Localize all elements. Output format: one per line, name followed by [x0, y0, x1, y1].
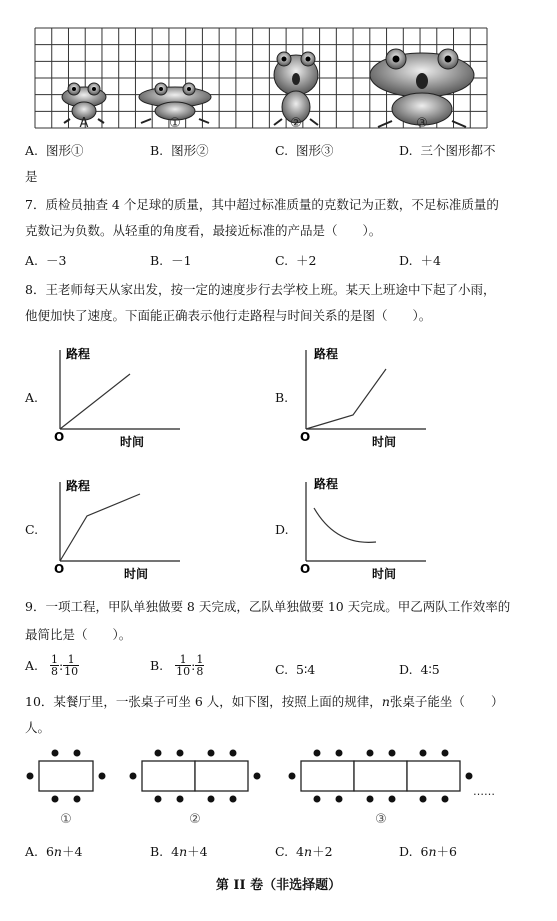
graph-b: [298, 342, 428, 452]
tables-ellipsis: ……: [473, 785, 495, 798]
table-group-3: [289, 750, 473, 803]
q9-option-d: D. 4∶5: [399, 662, 440, 677]
q9-line2: 最简比是（ ）。: [25, 627, 132, 642]
section-title: 第 II 卷（非选择题）: [215, 878, 342, 893]
graph-c: [52, 474, 182, 584]
q6-option-b: B. 图形②: [150, 143, 209, 158]
frog-label-1: ①: [169, 116, 181, 130]
q10-line1: 10．某餐厅里，一张桌子可坐 6 人，如下图，按照上面的规律，n张桌子能坐（: [25, 694, 465, 709]
graph-a: [52, 342, 182, 452]
frog-label-3: ③: [416, 116, 428, 130]
q8-line1: 8．王老师每天从家出发，按一定的速度步行去学校上班。某天上班途中下起了小雨，: [25, 282, 496, 297]
q8-line2: 他便加快了速度。下面能正确表示他行走路程与时间关系的是图（ ）。: [25, 308, 432, 323]
graph-b-ylabel: 路程: [314, 347, 339, 361]
graph-a-xlabel: 时间: [120, 435, 145, 449]
q10-line2: 人。: [25, 720, 51, 735]
q7-line1: 7．质检员抽查 4 个足球的质量，其中超过标准质量的克数记为正数，不足标准质量的: [25, 197, 499, 212]
graph-d-xlabel: 时间: [372, 567, 397, 581]
q7-option-b: B. －1: [150, 253, 192, 268]
graph-d-letter: D.: [275, 522, 289, 537]
frog-label-a: A: [79, 116, 89, 130]
q10-line1-close: ）: [491, 694, 504, 709]
graph-a-ylabel: 路程: [66, 347, 91, 361]
q7-line2: 克数记为负数。从轻重的角度看，最接近标准的产品是（ ）。: [25, 223, 382, 238]
graph-a-letter: A.: [25, 390, 39, 405]
graph-c-xlabel: 时间: [124, 567, 149, 581]
graph-c-ylabel: 路程: [66, 479, 91, 493]
frog-grid-figure: [34, 27, 490, 130]
graph-d: [298, 474, 428, 584]
tables-label-1: ①: [60, 812, 72, 827]
graph-b-letter: B.: [275, 390, 289, 405]
graph-b-origin: O: [300, 430, 311, 444]
frog-2: [274, 52, 318, 125]
graph-a-origin: O: [54, 430, 65, 444]
graph-d-ylabel: 路程: [314, 477, 339, 491]
q10-option-d: D. 6n＋6: [399, 844, 457, 859]
q6-option-d-tail: 是: [25, 169, 38, 184]
q7-option-a: A. －3: [25, 253, 67, 268]
graph-c-line: [60, 494, 140, 561]
q7-option-c: C. ＋2: [275, 253, 317, 268]
graph-b-line: [306, 369, 386, 429]
graph-a-line: [60, 374, 130, 429]
q10-option-a: A. 6n＋4: [25, 844, 83, 859]
graph-d-line: [314, 508, 376, 542]
q9-line1: 9．一项工程，甲队单独做要 8 天完成，乙队单独做要 10 天完成。甲乙两队工作效率的: [25, 599, 511, 614]
tables-label-2: ②: [189, 812, 201, 827]
q6-option-a: A. 图形①: [25, 143, 84, 158]
q10-option-b: B. 4n＋4: [150, 844, 208, 859]
q9-option-c: C. 5∶4: [275, 662, 316, 677]
graph-c-origin: O: [54, 562, 65, 576]
q9-option-a: A. $\frac{1}{8}$ : $\frac{1}{10}$: [25, 653, 79, 678]
graph-b-xlabel: 时间: [372, 435, 397, 449]
table-group-2: [130, 750, 261, 803]
graph-d-origin: O: [300, 562, 311, 576]
tables-label-3: ③: [375, 812, 387, 827]
q9-option-b: B. $\frac{1}{10}$ : $\frac{1}{8}$: [150, 653, 204, 678]
q6-option-d: D. 三个图形都不: [399, 143, 496, 158]
table-group-1: [27, 750, 106, 803]
graph-c-letter: C.: [25, 522, 39, 537]
q10-option-c: C. 4n＋2: [275, 844, 333, 859]
tables-figure: [25, 745, 505, 830]
frog-label-2: ②: [290, 116, 302, 130]
q6-option-c: C. 图形③: [275, 143, 334, 158]
q7-option-d: D. ＋4: [399, 253, 441, 268]
